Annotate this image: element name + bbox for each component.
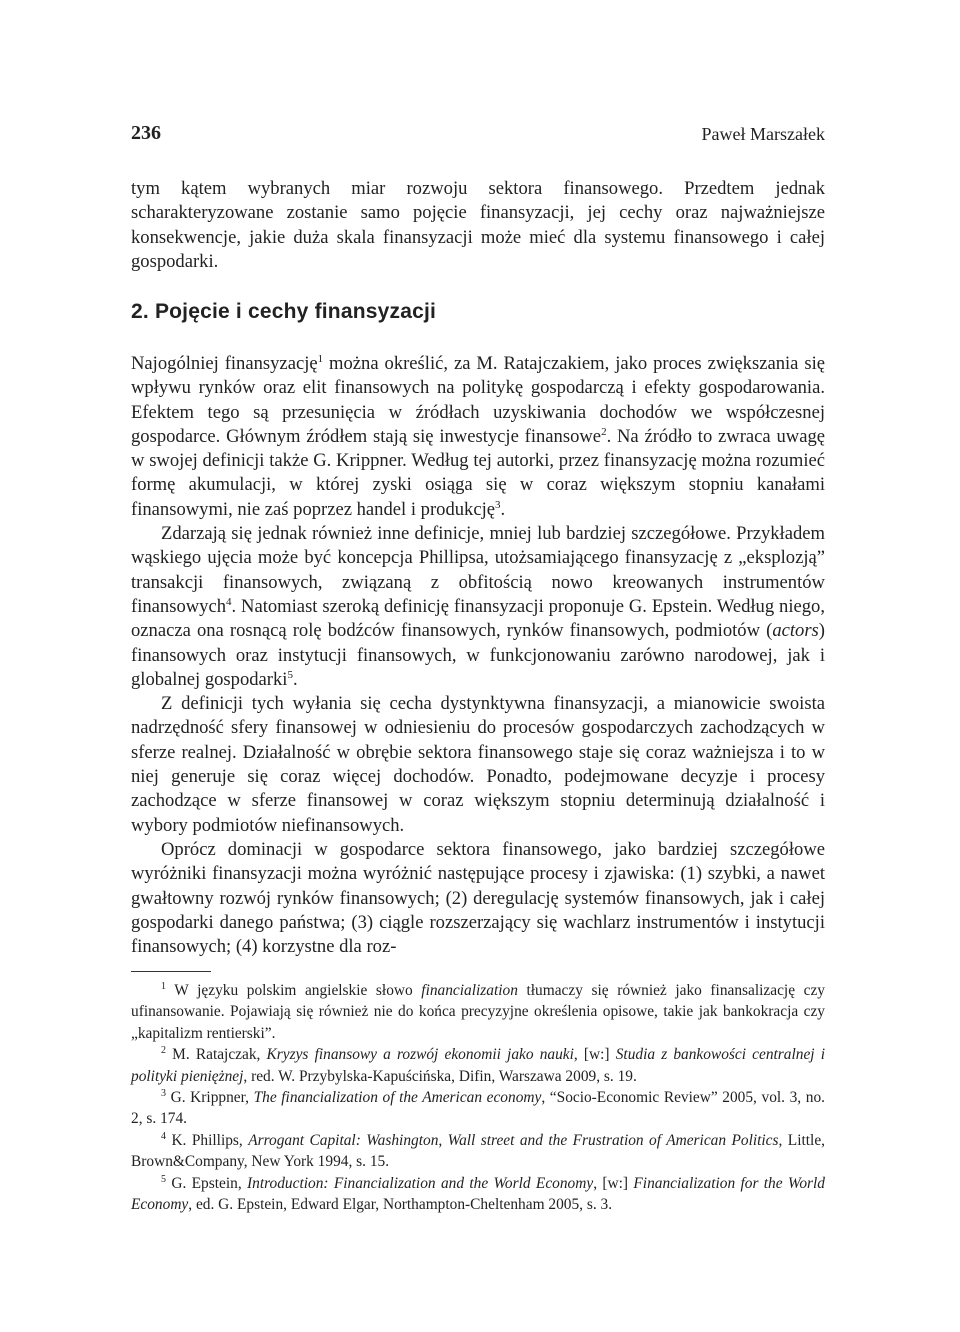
footnote-text: , [w:] bbox=[593, 1174, 634, 1192]
paragraph-text: Zdarzają się jednak również inne definicje, mniej lub bardziej szczegółowe. Przykładem wąskiego ujęcia może być koncepcja Phillipsa, utożsamiającego finansyzację z „eksplozją” transakcji finansowych, związaną z obfitością nowo kreowanych instrumentów finansowych bbox=[131, 523, 825, 617]
intro-paragraph bbox=[131, 177, 825, 274]
footnote-text: G. Krippner, bbox=[166, 1089, 254, 1107]
footnote-text: tłumaczy się również jako finansalizację czy ufinansowanie. Pojawiają się również nie do końca precyzyjne określenia opisowe, takie jak bankokracja czy „kapitalizm rentierski”. bbox=[131, 982, 825, 1042]
footnote-4 bbox=[131, 1130, 825, 1173]
paragraph-text: . bbox=[292, 668, 298, 690]
footnotes bbox=[131, 980, 825, 1215]
footnote-italic: Arrogant Capital: Washington, Wall street and the Frustration of American Politics bbox=[248, 1131, 779, 1149]
footnote-ref-3[interactable]: 3 bbox=[495, 498, 501, 511]
footnote-number: 4 bbox=[161, 1130, 166, 1142]
footnote-ref-2[interactable]: 2 bbox=[601, 425, 607, 438]
paragraph-text: ) finansowych oraz instytucji finansowych, w funkcjonowaniu zarówno narodowej, jak i globalnej gospodarki bbox=[131, 620, 825, 690]
paragraph-3: Z definicji tych wyłania się cecha dystynktywna finansyzacji, a mianowicie swoista nadrzędność sfery finansowej w odniesieniu do procesów gospodarczych zachodzących w sferze realnej. Działalność w obrębie sektora finansowego staje się coraz ważniejsza i to w niej generuje się coraz więcej dochodów. Ponadto, podejmowane decyzje i procesy zachodzące w sferze finansowej w coraz większym stopniu determinują działalność i wybory podmiotów niefinansowych. bbox=[131, 693, 825, 836]
footnote-ref-1[interactable]: 1 bbox=[317, 353, 324, 365]
paragraph-text: . Natomiast szeroką definicję finansyzacji proponuje G. Epstein. Według niego, oznacza ona rosnącą rolę bodźców finansowych, rynków finansowych, podmiotów ( bbox=[131, 595, 825, 642]
footnote-text: M. Ratajczak, bbox=[166, 1046, 267, 1064]
footnote-ref-4[interactable]: 4 bbox=[226, 595, 232, 608]
footnote-text: , ed. G. Epstein, Edward Elgar, Northampton-Cheltenham 2005, s. 3. bbox=[188, 1196, 613, 1214]
running-head-author: Paweł Marszałek bbox=[701, 124, 825, 144]
page-number: 236 bbox=[131, 122, 161, 144]
footnote-number: 1 bbox=[161, 981, 166, 992]
paragraph-4: Oprócz dominacji w gospodarce sektora finansowego, jako bardziej szczegółowe wyróżniki finansyzacji można wyróżnić następujące procesy i zjawiska: (1) szybki, a nawet gwałtowny rozwój rynków finansowych; (2) deregulację systemów finansowych, jak i całej gospodarki danego państwa; (3) ciągle rozszerzający się wachlarz instrumentów i instytucji finansowych; (4) korzystne dla roz- bbox=[131, 838, 825, 958]
footnote-text: K. Phillips, bbox=[166, 1131, 249, 1149]
italic-term: actors bbox=[772, 620, 819, 642]
section-heading: 2. Pojęcie i cechy finansyzacji bbox=[131, 300, 437, 323]
footnote-italic: Financialization for the World Economy bbox=[131, 1174, 825, 1214]
intro-text: tym kątem wybranych miar rozwoju sektora finansowego. Przedtem jednak scharakteryzowane zostanie samo pojęcie finansyzacji, jej cechy oraz najważniejsze konsekwencje, jakie duża skala finansyzacji może mieć dla systemu finansowego i całej gospodarki. bbox=[131, 178, 825, 272]
page-header bbox=[131, 122, 825, 152]
paragraph-text: można określić, za M. Ratajczakiem, jako proces zwiększania się wpływu rynków oraz elit finansowych na politykę gospodarczą i efekty gospodarowania. Efektem tego są przesunięcia w źródłach uzyskiwania dochodów we współczesnej gospodarce. Głównym źródłem stają się inwestycje finansowe bbox=[131, 353, 825, 447]
footnote-text: , [w:] bbox=[573, 1046, 616, 1064]
footnote-separator bbox=[131, 971, 211, 972]
footnote-3 bbox=[131, 1087, 825, 1130]
footnote-text: G. Epstein, bbox=[166, 1174, 248, 1192]
footnote-number: 3 bbox=[161, 1088, 166, 1100]
section-body bbox=[131, 352, 825, 959]
paragraph-1 bbox=[131, 352, 825, 522]
footnote-italic: Kryzys finansowy a rozwój ekonomii jako nauki bbox=[266, 1046, 574, 1064]
footnote-number: 2 bbox=[161, 1045, 166, 1057]
footnote-text: , “Socio-Economic Review” 2005, vol. 3, no. 2, s. 174. bbox=[131, 1089, 826, 1128]
footnote-italic: Introduction: Financialization and the World Economy bbox=[247, 1174, 594, 1192]
paragraph-text: . Na źródło to zwraca uwagę w swojej definicji także G. Krippner. Według tej autorki, przez finansyzację można rozumieć formę akumulacji, w której zyski osiąga się w coraz większym stopniu kanałami finansowymi, nie zaś poprzez handel i produkcję bbox=[131, 425, 825, 520]
footnote-2 bbox=[131, 1044, 825, 1087]
footnote-italic: financialization bbox=[421, 982, 518, 999]
footnote-italic: Studia z bankowości centralnej i polityki pieniężnej bbox=[131, 1046, 826, 1085]
footnote-5 bbox=[131, 1173, 825, 1216]
paragraph-text: Najogólniej finansyzację bbox=[131, 353, 318, 374]
footnote-text: W języku polskim angielskie słowo bbox=[166, 982, 422, 999]
paragraph-text: . bbox=[500, 498, 506, 520]
paragraph-2 bbox=[131, 522, 825, 692]
footnote-ref-5[interactable]: 5 bbox=[287, 668, 293, 681]
footnote-text: , red. W. Przybylska-Kapuścińska, Difin, Warszawa 2009, s. 19. bbox=[243, 1067, 637, 1085]
footnote-italic: The financialization of the American economy bbox=[253, 1089, 542, 1107]
footnote-1 bbox=[131, 980, 825, 1044]
footnote-text: , Little, Brown&Company, New York 1994, s. 15. bbox=[131, 1131, 825, 1171]
footnote-number: 5 bbox=[161, 1173, 166, 1185]
